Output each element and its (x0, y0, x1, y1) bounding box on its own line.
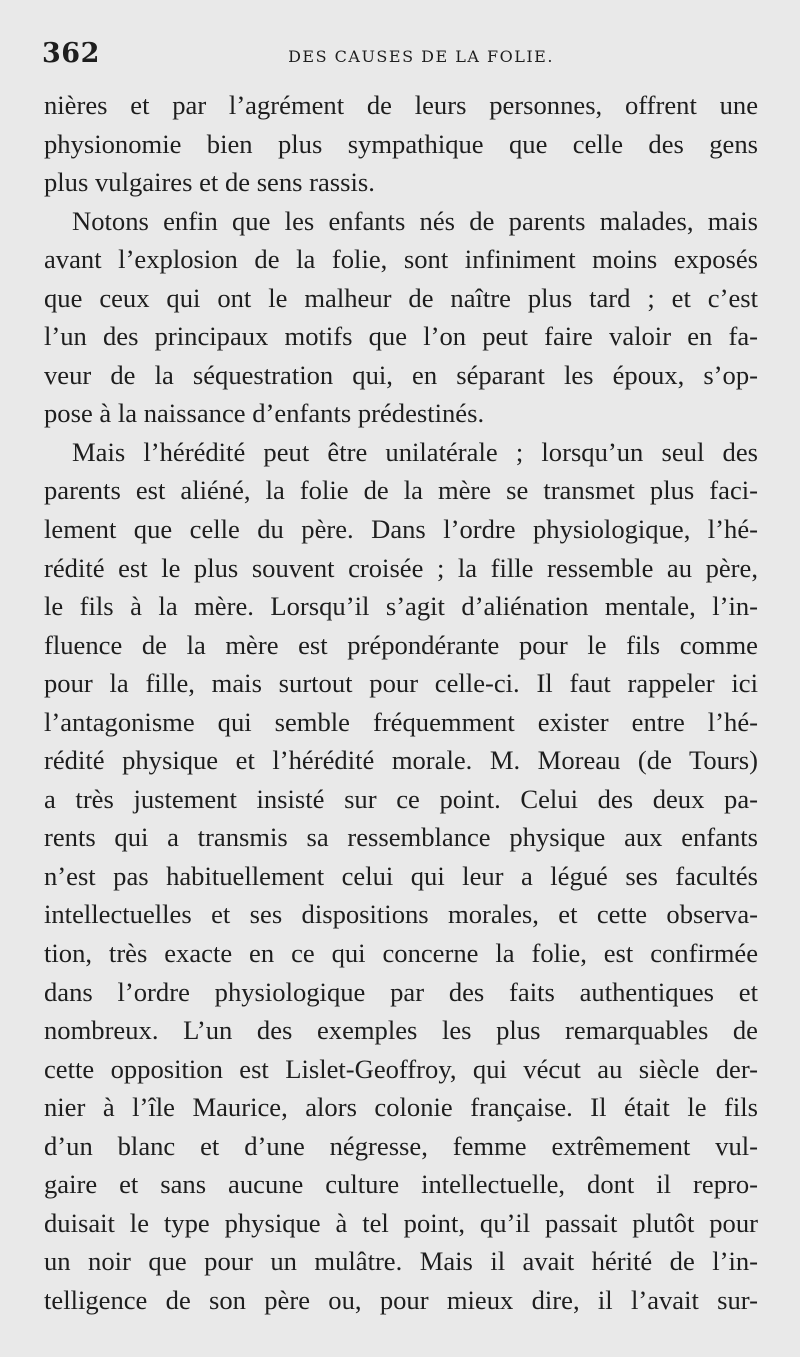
text-line: l’antagonisme qui semble fréquemment exister entre l’hé- (44, 706, 758, 737)
text-line: le fils à la mère. Lorsqu’il s’agit d’aliénation mentale, l’in- (44, 591, 758, 622)
text-line: fluence de la mère est prépondérante pour le fils comme (44, 629, 758, 660)
running-title: DES CAUSES DE LA FOLIE. (288, 47, 554, 66)
page-number: 362 (42, 38, 100, 69)
body-text (44, 86, 758, 1320)
text-line: n’est pas habituellement celui qui leur a légué ses facultés (44, 860, 758, 891)
text-line: nier à l’île Maurice, alors colonie française. Il était le fils (44, 1092, 758, 1123)
text-line: que ceux qui ont le malheur de naître plus tard ; et c’est (44, 282, 758, 313)
page-header (42, 38, 760, 78)
text-line: intellectuelles et ses dispositions morales, et cette observa- (44, 899, 758, 930)
text-line: nombreux. L’un des exemples les plus remarquables de (44, 1015, 758, 1046)
text-line: pour la fille, mais surtout pour celle-ci. Il faut rappeler ici (44, 668, 758, 699)
text-line: dans l’ordre physiologique par des faits authentiques et (44, 976, 758, 1007)
text-line: parents est aliéné, la folie de la mère se transmet plus faci- (44, 475, 758, 506)
text-line: pose à la naissance d’enfants prédestinés. (44, 398, 485, 429)
text-line: rédité est le plus souvent croisée ; la fille ressemble au père, (44, 552, 758, 583)
text-line: veur de la séquestration qui, en séparant les époux, s’op- (44, 359, 758, 390)
text-line: un noir que pour un mulâtre. Mais il avait hérité de l’in- (44, 1246, 758, 1277)
text-line: plus vulgaires et de sens rassis. (44, 167, 375, 198)
text-line: telligence de son père ou, pour mieux dire, il l’avait sur- (44, 1284, 758, 1315)
text-line: rédité physique et l’hérédité morale. M. Moreau (de Tours) (44, 745, 758, 776)
text-line: a très justement insisté sur ce point. Celui des deux pa- (44, 783, 758, 814)
text-line: rents qui a transmis sa ressemblance physique aux enfants (44, 822, 758, 853)
text-line: cette opposition est Lislet-Geoffroy, qui vécut au siècle der- (44, 1053, 758, 1084)
text-line: avant l’explosion de la folie, sont infiniment moins exposés (44, 244, 758, 275)
text-line: lement que celle du père. Dans l’ordre physiologique, l’hé- (44, 514, 758, 545)
text-line: l’un des principaux motifs que l’on peut faire valoir en fa- (44, 321, 758, 352)
text-line: nières et par l’agrément de leurs personnes, offrent une (44, 90, 758, 120)
text-line: physionomie bien plus sympathique que celle des gens (44, 128, 758, 159)
paragraph-first-line: Mais l’hérédité peut être unilatérale ; lorsqu’un seul des (72, 436, 758, 467)
text-line: d’un blanc et d’une négresse, femme extrêmement vul- (44, 1130, 758, 1161)
paragraph-first-line: Notons enfin que les enfants nés de parents malades, mais (72, 205, 758, 236)
text-line: duisait le type physique à tel point, qu’il passait plutôt pour (44, 1207, 758, 1238)
text-line: tion, très exacte en ce qui concerne la folie, est confirmée (44, 938, 758, 969)
text-line: gaire et sans aucune culture intellectuelle, dont il repro- (44, 1169, 758, 1200)
